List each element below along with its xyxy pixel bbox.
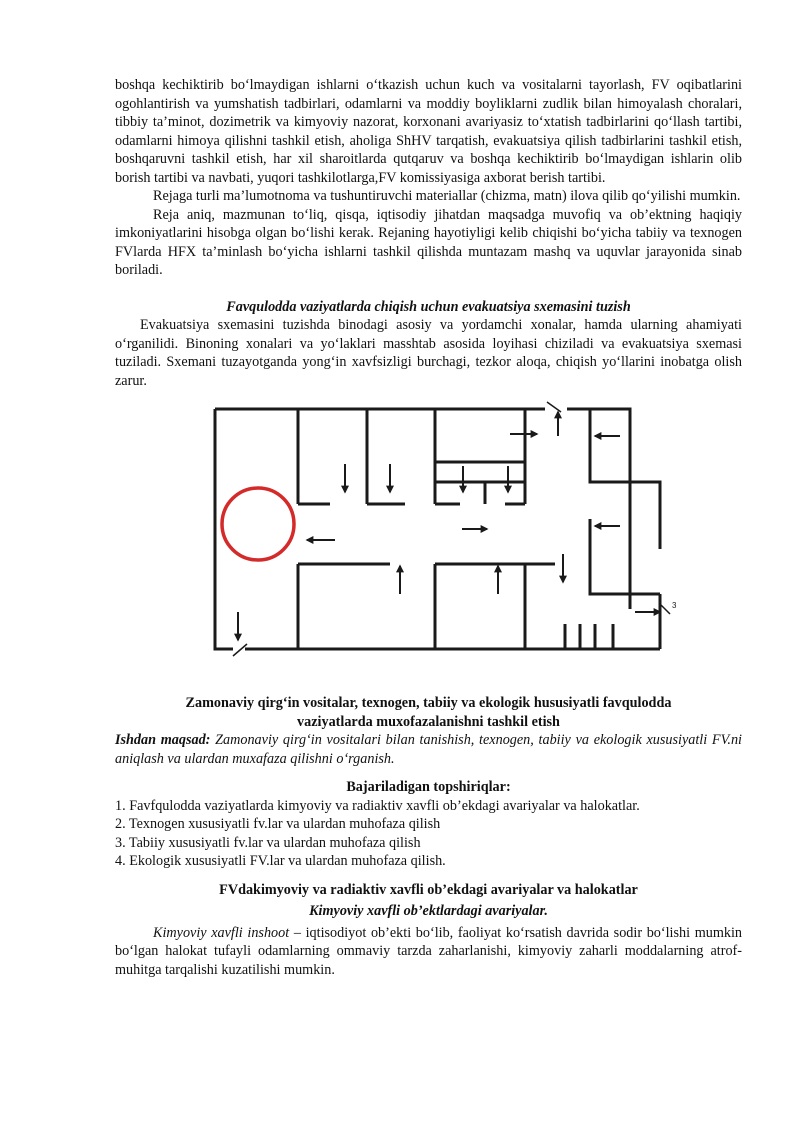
section-heading-evacuation: Favqulodda vaziyatlarda chiqish uchun evakuatsiya sxemasini tuzish xyxy=(226,298,631,315)
wall-stair-lower xyxy=(590,519,660,594)
evacuation-arrows xyxy=(238,412,660,640)
section-heading-protection-line-2: vaziyatlarda muxofazalanishni tashkil etish xyxy=(297,713,560,730)
section-heading-chemical: FVdakimyoviy va radiaktiv xavfli ob’ekdagi avariyalar va halokatlar xyxy=(219,881,638,898)
goal-label: Ishdan maqsad: xyxy=(115,732,211,748)
task-item-4: 4. Ekologik xususiyatli FV.lar va ulardan muhofaza qilish. xyxy=(115,853,446,869)
task-item-2: 2. Texnogen xususiyatli fv.lar va ulardan muhofaza qilish xyxy=(115,816,441,832)
floor-plan-walls xyxy=(215,402,670,656)
paragraph-3: Reja aniq, mazmunan to‘liq, qisqa, iqtisodiy jihatdan maqsadga muvofiq va ob’ektning haqiqiy imkoniyatlarini hisobga olgan bo‘lishi kerak. Rejaning hayotiyligi kelib chiqishi bo‘yicha tabiiy va texnogen FVlarda HFX ta’minlash bo‘yicha ishlarni tashkil qilishda muntazam mashq va uquvlar jarayonida sinab boriladi. xyxy=(115,206,742,278)
goal-paragraph xyxy=(115,731,742,768)
tasks-title: Bajariladigan topshiriqlar: xyxy=(346,779,511,795)
fire-hazard-circle xyxy=(222,488,294,560)
wall-stair-upper xyxy=(590,409,660,549)
document-page xyxy=(115,76,742,979)
definition-text: – iqtisodiyot ob’ekti bo‘lib, faoliyat ko‘rsatish davrida sodir bo‘lishi mumkin bo‘lgan halokat tufayli odamlarning ommaviy tarzda zaharlanishi, kimyoviy zaharli moddalarning atrof-muhitga tarqalishi kuzatilishi mumkin. xyxy=(115,924,742,978)
exit-door-left xyxy=(233,644,247,656)
section-heading-protection-line-1: Zamonaviy qirg‘in vositalar, texnogen, tabiiy va ekologik hususiyatli favqulodda xyxy=(185,695,672,711)
paragraph-2: Rejaga turli ma’lumotnoma va tushuntiruvchi materiallar (chizma, matn) ilova qilib qo‘yilishi mumkin. xyxy=(153,188,741,204)
task-list xyxy=(115,797,742,871)
exit-door-top xyxy=(547,402,561,412)
evacuation-scheme-figure xyxy=(115,394,742,684)
floor-plan-diagram xyxy=(115,394,742,684)
paragraph-1: boshqa kechiktirib bo‘lmaydigan ishlarni o‘tkazish uchun kuch va vositalarni tayorlash, FV oqibatlarini ogohlantirish va yumshatish tadbirlari, odamlarni va moddiy boyliklarni zudlik bilan himoyalash choralari, tibbiy ta’minot, dozimetrik va kimyoviy nazorat, korxonani avariyasiz to‘xtatish tadbirlarini qo‘llash tartibi, odamlarni himoya qilishni tashkil etish, aholiga ShHV tarqatish, evakuatsiya qilish tadbirlarini tashkil etish, boshqaruvni tashkil etish, har xil sharoitlarda qutqaruv va boshqa kechiktirib bo‘lmaydigan ishlarin olib borish tartibi va navbati, yuqori tashkilotlarga,FV komissiyasiga axborat berish tartibi. xyxy=(115,77,742,186)
definition-term: Kimyoviy xavfli inshoot xyxy=(153,924,290,941)
subheading-chemical-objects: Kimyoviy xavfli ob’ektlardagi avariyalar. xyxy=(309,903,548,919)
task-item-3: 3. Tabiiy xususiyatli fv.lar va ulardan muhofaza qilish xyxy=(115,834,421,851)
outer-wall-right xyxy=(567,409,630,609)
task-item-1: 1. Favfqulodda vaziyatlarda kimyoviy va radiaktiv xavfli ob’ekdagi avariyalar va halokatlar. xyxy=(115,797,640,814)
paragraph-4: Evakuatsiya sxemasini tuzishda binodagi asosiy va yordamchi xonalar, hamda ularning ahamiyati o‘rganilidi. Binoning xonalari va yo‘laklari masshtab asosida loyihasi chiziladi va evakuatsiya sxemasi tuziladi. Sxemani tuzayotganda yong‘in xavfsizligi burchagi, tezkor aloqa, chiqish yo‘llarini inobatga olish zarur. xyxy=(115,317,742,389)
exit-label: 3 xyxy=(672,601,677,610)
goal-text: Zamonaviy qirg‘in vositalari bilan tanishish, texnogen, tabiiy va ekologik xususiyatli FV.ni aniqlash va ulardan muxafaza qilishni o‘rganish. xyxy=(115,732,742,767)
definition-paragraph xyxy=(115,924,742,980)
